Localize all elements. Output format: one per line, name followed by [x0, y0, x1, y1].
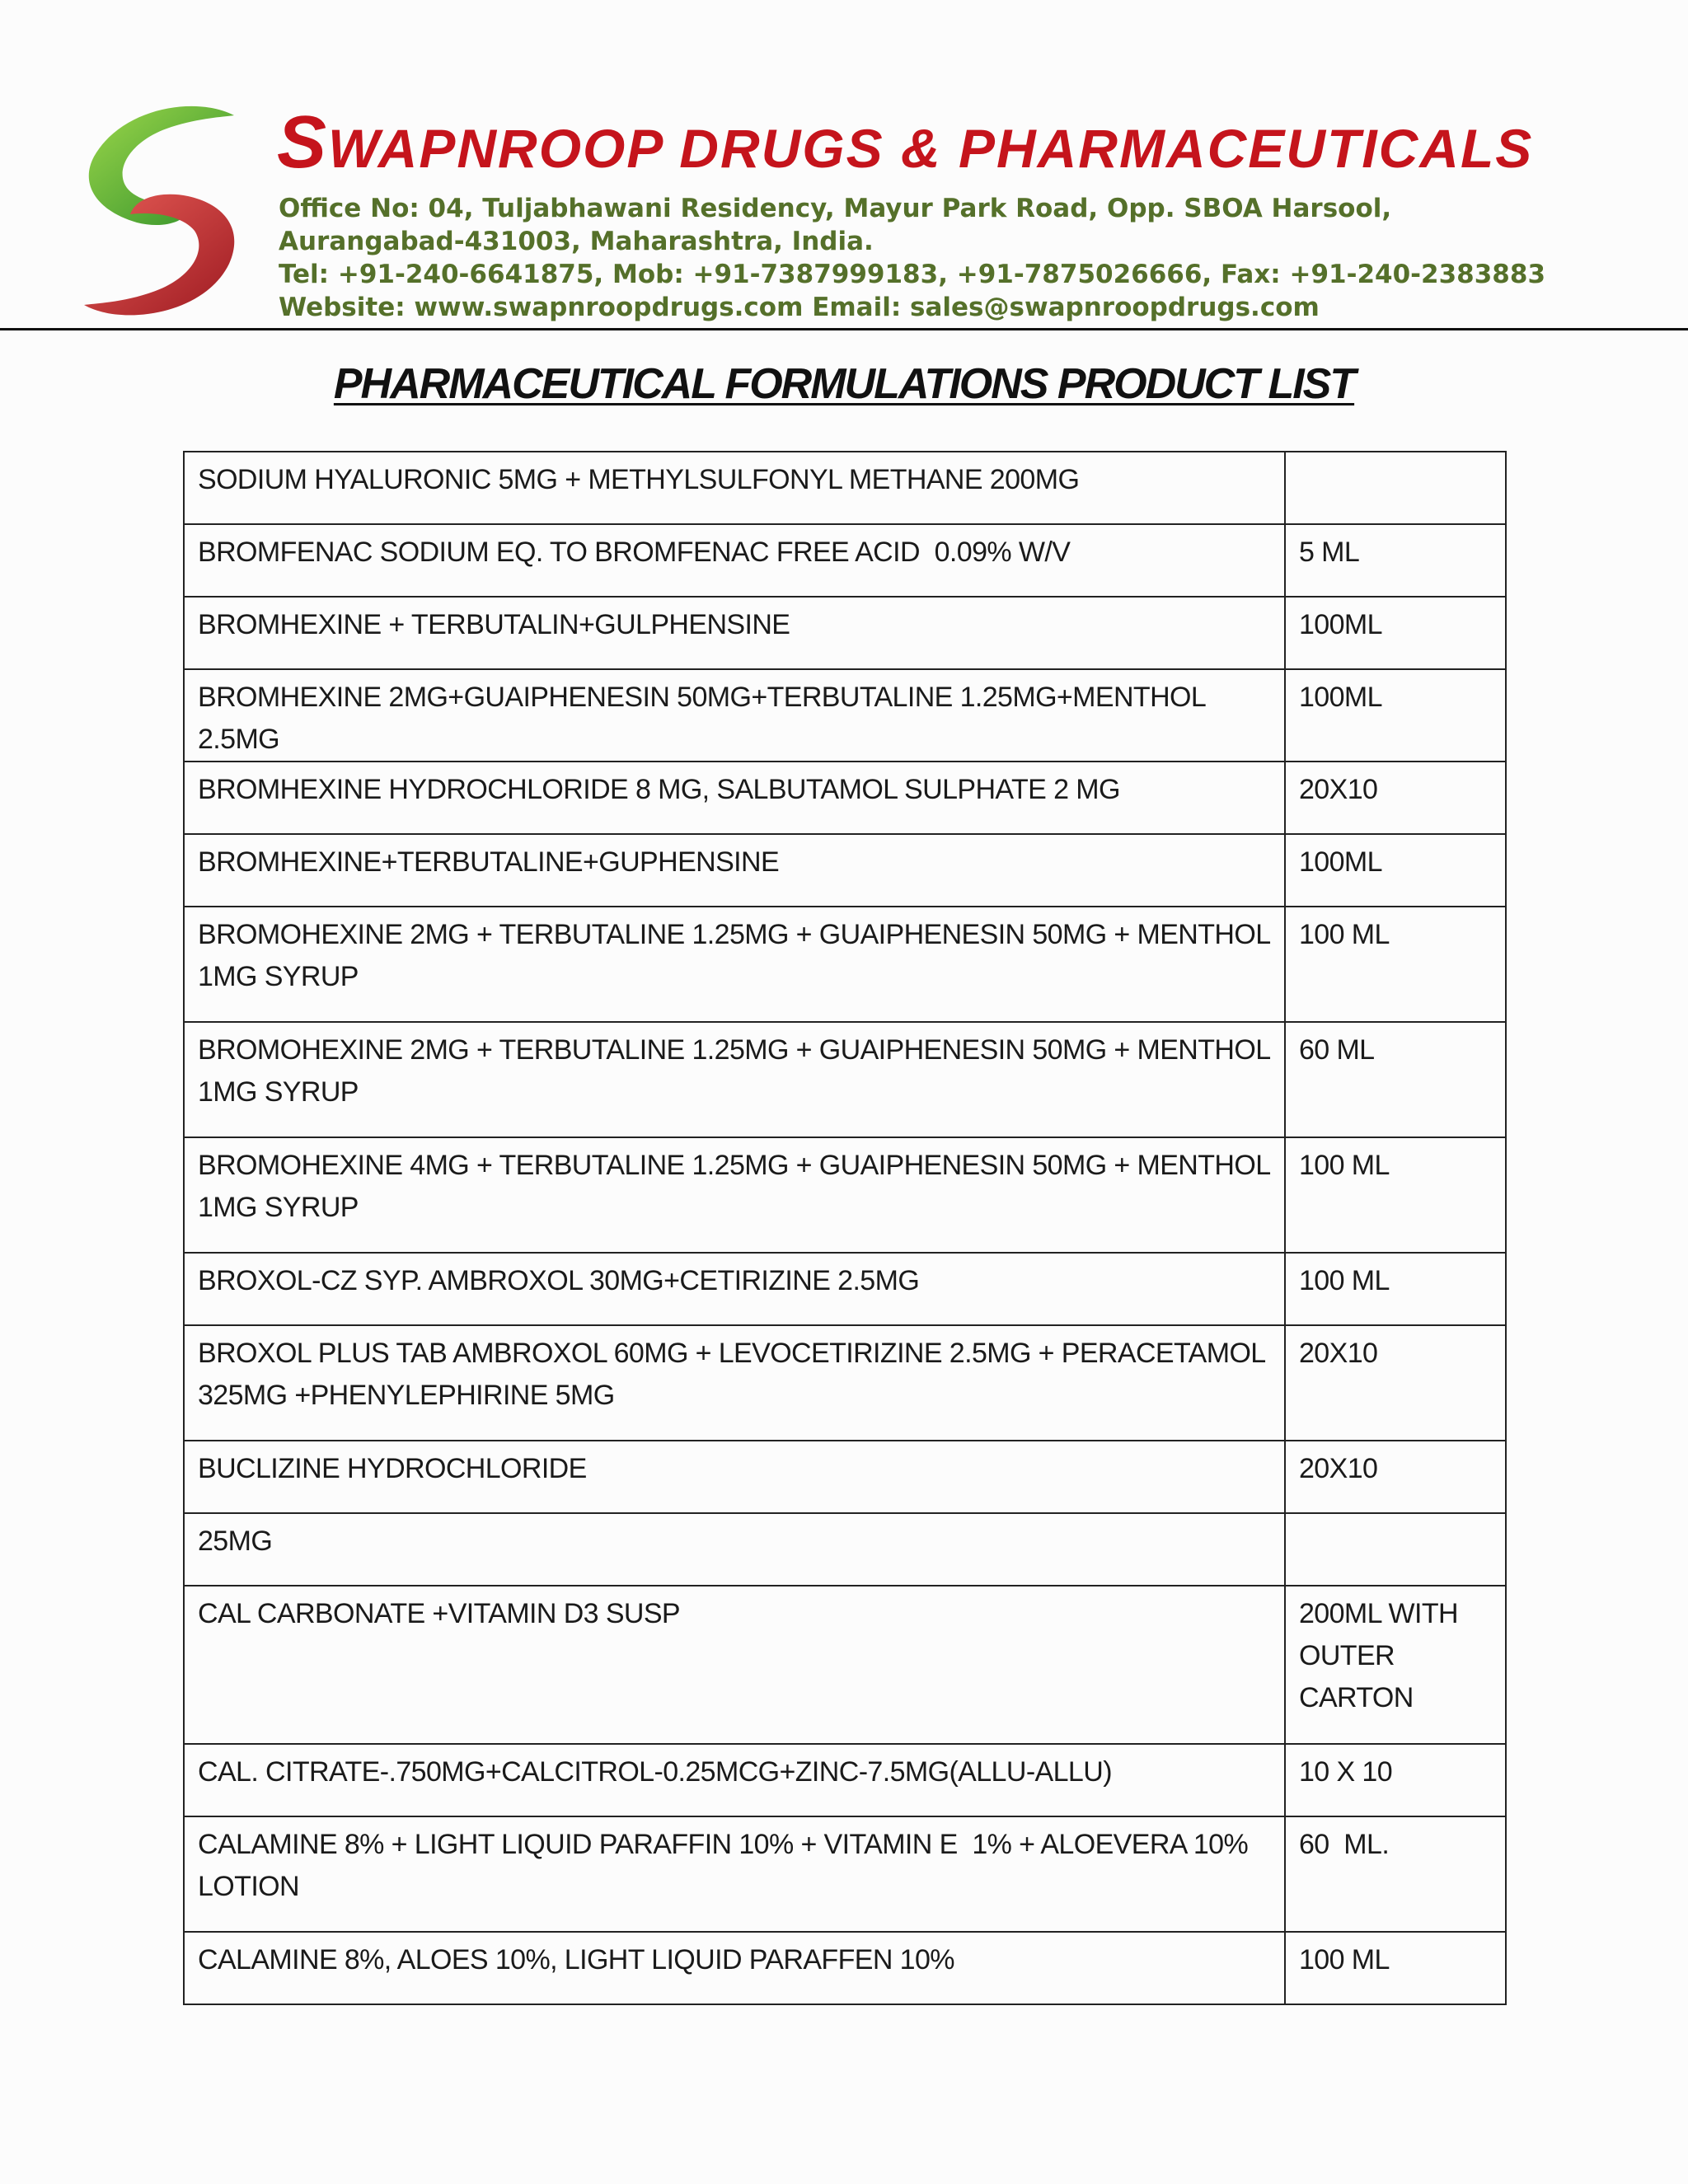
- product-name-cell: BROMHEXINE 2MG+GUAIPHENESIN 50MG+TERBUTALINE 1.25MG+MENTHOL 2.5MG: [184, 669, 1285, 762]
- address-line-2: Aurangabad-431003, Maharashtra, India.: [279, 227, 874, 256]
- company-logo-icon: [73, 99, 246, 321]
- pack-size-cell: 100 ML: [1285, 1137, 1506, 1253]
- table-row: [184, 1253, 1506, 1325]
- pack-size-cell: [1285, 1513, 1506, 1586]
- company-name: [277, 101, 1534, 184]
- table-row: [184, 1932, 1506, 2004]
- address-line-1: Office No: 04, Tuljabhawani Residency, Mayur Park Road, Opp. SBOA Harsool,: [279, 194, 1392, 223]
- page-title: [0, 360, 1688, 408]
- pack-size-cell: 60 ML.: [1285, 1816, 1506, 1932]
- pack-size-cell: 100 ML: [1285, 1253, 1506, 1325]
- table-row: [184, 1744, 1506, 1816]
- product-name-cell: SODIUM HYALURONIC 5MG + METHYLSULFONYL METHANE 200MG: [184, 452, 1285, 524]
- pack-size-cell: 100ML: [1285, 669, 1506, 762]
- letterhead-divider: [0, 328, 1688, 330]
- product-name-cell: BUCLIZINE HYDROCHLORIDE: [184, 1441, 1285, 1513]
- table-row: [184, 669, 1506, 762]
- pack-size-cell: 20X10: [1285, 1325, 1506, 1441]
- table-row: [184, 1137, 1506, 1253]
- product-name-cell: BROMHEXINE+TERBUTALINE+GUPHENSINE: [184, 834, 1285, 907]
- pack-size-cell: 10 X 10: [1285, 1744, 1506, 1816]
- product-name-cell: CALAMINE 8% + LIGHT LIQUID PARAFFIN 10% + VITAMIN E 1% + ALOEVERA 10% LOTION: [184, 1816, 1285, 1932]
- pack-size-cell: 100ML: [1285, 597, 1506, 669]
- table-row: [184, 452, 1506, 524]
- product-name-cell: BROXOL-CZ SYP. AMBROXOL 30MG+CETIRIZINE 2.5MG: [184, 1253, 1285, 1325]
- pack-size-cell: 20X10: [1285, 1441, 1506, 1513]
- table-row: [184, 762, 1506, 834]
- product-table: [183, 451, 1507, 2005]
- product-name-cell: BROMHEXINE HYDROCHLORIDE 8 MG, SALBUTAMOL SULPHATE 2 MG: [184, 762, 1285, 834]
- table-row: [184, 1816, 1506, 1932]
- table-row: [184, 1441, 1506, 1513]
- pack-size-cell: 100 ML: [1285, 1932, 1506, 2004]
- product-name-cell: CALAMINE 8%, ALOES 10%, LIGHT LIQUID PARAFFEN 10%: [184, 1932, 1285, 2004]
- table-row: [184, 834, 1506, 907]
- pack-size-cell: 20X10: [1285, 762, 1506, 834]
- pack-size-cell: [1285, 452, 1506, 524]
- letterhead: [0, 0, 1688, 331]
- table-row: [184, 907, 1506, 1022]
- table-row: [184, 1022, 1506, 1137]
- phone-line: Tel: +91-240-6641875, Mob: +91-7387999183, +91-7875026666, Fax: +91-240-2383883: [279, 260, 1546, 289]
- product-name-cell: BROMHEXINE + TERBUTALIN+GULPHENSINE: [184, 597, 1285, 669]
- pack-size-cell: 5 ML: [1285, 524, 1506, 597]
- web-email-line: Website: www.swapnroopdrugs.com Email: sales@swapnroopdrugs.com: [279, 293, 1320, 322]
- product-name-cell: BROMOHEXINE 2MG + TERBUTALINE 1.25MG + GUAIPHENESIN 50MG + MENTHOL 1MG SYRUP: [184, 1022, 1285, 1137]
- table-row: [184, 1586, 1506, 1744]
- product-name-cell: 25MG: [184, 1513, 1285, 1586]
- product-name-cell: BROMFENAC SODIUM EQ. TO BROMFENAC FREE ACID 0.09% W/V: [184, 524, 1285, 597]
- table-row: [184, 524, 1506, 597]
- page-title-text: PHARMACEUTICAL FORMULATIONS PRODUCT LIST: [333, 360, 1355, 408]
- pack-size-cell: 200ML WITH OUTER CARTON: [1285, 1586, 1506, 1744]
- table-row: [184, 1325, 1506, 1441]
- product-name-cell: CAL. CITRATE-.750MG+CALCITROL-0.25MCG+ZINC-7.5MG(ALLU-ALLU): [184, 1744, 1285, 1816]
- company-name-initial: S: [277, 101, 329, 184]
- pack-size-cell: 100 ML: [1285, 907, 1506, 1022]
- company-name-rest: WAPNROOP DRUGS & PHARMACEUTICALS: [328, 118, 1534, 179]
- product-name-cell: BROMOHEXINE 2MG + TERBUTALINE 1.25MG + GUAIPHENESIN 50MG + MENTHOL 1MG SYRUP: [184, 907, 1285, 1022]
- product-name-cell: BROMOHEXINE 4MG + TERBUTALINE 1.25MG + GUAIPHENESIN 50MG + MENTHOL 1MG SYRUP: [184, 1137, 1285, 1253]
- pack-size-cell: 60 ML: [1285, 1022, 1506, 1137]
- table-row: [184, 1513, 1506, 1586]
- product-name-cell: BROXOL PLUS TAB AMBROXOL 60MG + LEVOCETIRIZINE 2.5MG + PERACETAMOL 325MG +PHENYLEPHIRINE 5MG: [184, 1325, 1285, 1441]
- product-table-body: [184, 452, 1506, 2004]
- pack-size-cell: 100ML: [1285, 834, 1506, 907]
- product-name-cell: CAL CARBONATE +VITAMIN D3 SUSP: [184, 1586, 1285, 1744]
- table-row: [184, 597, 1506, 669]
